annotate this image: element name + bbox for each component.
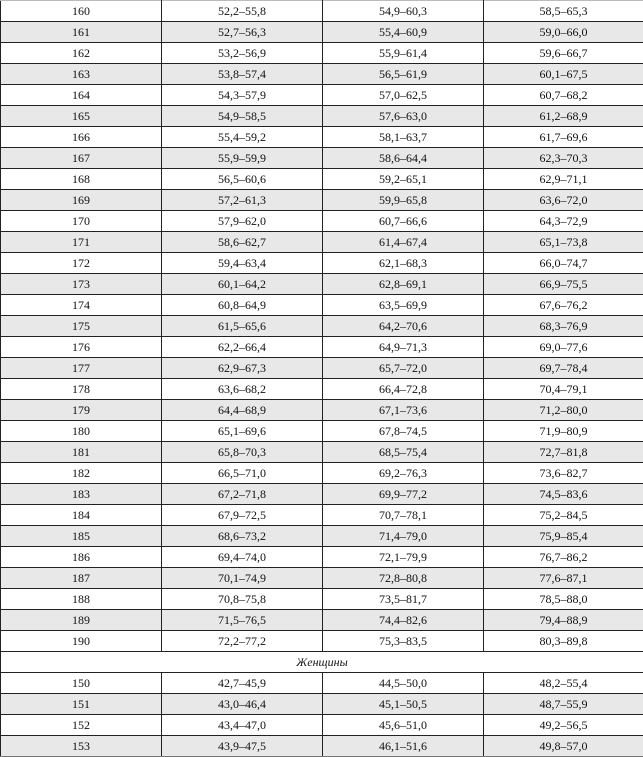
height-cell: 165 <box>1 106 162 127</box>
weight-range-cell-2: 59,2–65,1 <box>323 169 484 190</box>
weight-range-cell-3: 48,7–55,9 <box>484 694 643 715</box>
weight-range-cell-2: 69,2–76,3 <box>323 463 484 484</box>
height-cell: 152 <box>1 715 162 736</box>
table-row <box>1 379 643 400</box>
weight-range-cell-2: 59,9–65,8 <box>323 190 484 211</box>
weight-range-cell-1: 65,8–70,3 <box>162 442 323 463</box>
weight-range-cell-3: 78,5–88,0 <box>484 589 643 610</box>
height-cell: 151 <box>1 694 162 715</box>
table-row <box>1 484 643 505</box>
table-row <box>1 421 643 442</box>
height-cell: 186 <box>1 547 162 568</box>
height-cell: 163 <box>1 64 162 85</box>
weight-range-cell-3: 64,3–72,9 <box>484 211 643 232</box>
table-row <box>1 547 643 568</box>
weight-range-cell-3: 66,0–74,7 <box>484 253 643 274</box>
table-row <box>1 442 643 463</box>
weight-range-cell-1: 53,2–56,9 <box>162 43 323 64</box>
weight-range-cell-3: 65,1–73,8 <box>484 232 643 253</box>
table-row <box>1 106 643 127</box>
height-cell: 185 <box>1 526 162 547</box>
weight-range-cell-2: 57,0–62,5 <box>323 85 484 106</box>
weight-range-cell-3: 71,2–80,0 <box>484 400 643 421</box>
weight-range-cell-3: 75,2–84,5 <box>484 505 643 526</box>
weight-range-cell-2: 58,6–64,4 <box>323 148 484 169</box>
weight-range-cell-1: 71,5–76,5 <box>162 610 323 631</box>
height-cell: 173 <box>1 274 162 295</box>
weight-range-cell-1: 52,2–55,8 <box>162 1 323 22</box>
weight-range-cell-3: 48,2–55,4 <box>484 673 643 694</box>
height-cell: 169 <box>1 190 162 211</box>
table-row <box>1 673 643 694</box>
height-cell: 180 <box>1 421 162 442</box>
weight-range-cell-2: 54,9–60,3 <box>323 1 484 22</box>
section-header-women <box>1 652 643 673</box>
weight-range-cell-2: 56,5–61,9 <box>323 64 484 85</box>
table-row <box>1 694 643 715</box>
weight-range-cell-1: 62,9–67,3 <box>162 358 323 379</box>
table-row <box>1 610 643 631</box>
weight-range-cell-1: 59,4–63,4 <box>162 253 323 274</box>
weight-range-cell-3: 76,7–86,2 <box>484 547 643 568</box>
weight-range-cell-2: 67,1–73,6 <box>323 400 484 421</box>
height-cell: 178 <box>1 379 162 400</box>
weight-range-cell-2: 58,1–63,7 <box>323 127 484 148</box>
weight-range-cell-2: 55,9–61,4 <box>323 43 484 64</box>
height-cell: 190 <box>1 631 162 652</box>
weight-range-cell-3: 49,8–57,0 <box>484 736 643 757</box>
weight-range-cell-3: 70,4–79,1 <box>484 379 643 400</box>
table-row <box>1 85 643 106</box>
weight-range-cell-1: 60,8–64,9 <box>162 295 323 316</box>
weight-range-cell-1: 57,9–62,0 <box>162 211 323 232</box>
weight-range-cell-2: 74,4–82,6 <box>323 610 484 631</box>
weight-range-cell-1: 60,1–64,2 <box>162 274 323 295</box>
weight-range-cell-1: 57,2–61,3 <box>162 190 323 211</box>
table-row <box>1 400 643 421</box>
height-cell: 164 <box>1 85 162 106</box>
weight-range-cell-3: 58,5–65,3 <box>484 1 643 22</box>
weight-range-cell-1: 70,1–74,9 <box>162 568 323 589</box>
weight-range-cell-3: 62,9–71,1 <box>484 169 643 190</box>
height-cell: 162 <box>1 43 162 64</box>
weight-range-cell-3: 60,7–68,2 <box>484 85 643 106</box>
height-cell: 189 <box>1 610 162 631</box>
height-cell: 188 <box>1 589 162 610</box>
weight-range-cell-2: 62,1–68,3 <box>323 253 484 274</box>
weight-range-cell-3: 49,2–56,5 <box>484 715 643 736</box>
weight-range-cell-2: 69,9–77,2 <box>323 484 484 505</box>
weight-range-cell-2: 67,8–74,5 <box>323 421 484 442</box>
weight-range-cell-2: 62,8–69,1 <box>323 274 484 295</box>
table-row <box>1 589 643 610</box>
height-cell: 168 <box>1 169 162 190</box>
weight-range-cell-1: 65,1–69,6 <box>162 421 323 442</box>
height-cell: 153 <box>1 736 162 757</box>
weight-range-cell-1: 70,8–75,8 <box>162 589 323 610</box>
weight-range-cell-2: 66,4–72,8 <box>323 379 484 400</box>
table-row <box>1 631 643 652</box>
weight-range-cell-1: 66,5–71,0 <box>162 463 323 484</box>
weight-range-cell-3: 66,9–75,5 <box>484 274 643 295</box>
table-row <box>1 232 643 253</box>
height-cell: 160 <box>1 1 162 22</box>
weight-range-cell-3: 59,6–66,7 <box>484 43 643 64</box>
weight-range-cell-3: 73,6–82,7 <box>484 463 643 484</box>
table-row <box>1 22 643 43</box>
weight-range-cell-2: 71,4–79,0 <box>323 526 484 547</box>
weight-range-cell-1: 56,5–60,6 <box>162 169 323 190</box>
weight-range-cell-1: 67,9–72,5 <box>162 505 323 526</box>
weight-range-cell-3: 62,3–70,3 <box>484 148 643 169</box>
weight-range-cell-2: 72,1–79,9 <box>323 547 484 568</box>
weight-range-cell-1: 52,7–56,3 <box>162 22 323 43</box>
weight-range-cell-2: 70,7–78,1 <box>323 505 484 526</box>
weight-range-cell-2: 46,1–51,6 <box>323 736 484 757</box>
weight-range-cell-3: 68,3–76,9 <box>484 316 643 337</box>
height-cell: 170 <box>1 211 162 232</box>
weight-range-cell-2: 64,2–70,6 <box>323 316 484 337</box>
weight-range-cell-3: 63,6–72,0 <box>484 190 643 211</box>
weight-range-cell-2: 64,9–71,3 <box>323 337 484 358</box>
height-cell: 182 <box>1 463 162 484</box>
height-cell: 167 <box>1 148 162 169</box>
height-cell: 187 <box>1 568 162 589</box>
height-cell: 176 <box>1 337 162 358</box>
weight-range-cell-3: 77,6–87,1 <box>484 568 643 589</box>
weight-range-cell-2: 73,5–81,7 <box>323 589 484 610</box>
weight-range-cell-3: 80,3–89,8 <box>484 631 643 652</box>
height-cell: 171 <box>1 232 162 253</box>
table-row <box>1 463 643 484</box>
weight-range-cell-3: 61,7–69,6 <box>484 127 643 148</box>
height-cell: 183 <box>1 484 162 505</box>
weight-range-cell-2: 57,6–63,0 <box>323 106 484 127</box>
height-cell: 181 <box>1 442 162 463</box>
weight-range-cell-2: 60,7–66,6 <box>323 211 484 232</box>
weight-range-cell-2: 61,4–67,4 <box>323 232 484 253</box>
table-row <box>1 190 643 211</box>
table-row <box>1 64 643 85</box>
weight-range-cell-1: 69,4–74,0 <box>162 547 323 568</box>
height-cell: 179 <box>1 400 162 421</box>
weight-range-cell-1: 43,0–46,4 <box>162 694 323 715</box>
height-cell: 177 <box>1 358 162 379</box>
weight-range-cell-3: 61,2–68,9 <box>484 106 643 127</box>
table-row <box>1 568 643 589</box>
table-row <box>1 43 643 64</box>
table-row <box>1 274 643 295</box>
weight-range-cell-2: 75,3–83,5 <box>323 631 484 652</box>
weight-range-cell-1: 53,8–57,4 <box>162 64 323 85</box>
table-row <box>1 169 643 190</box>
table-row <box>1 505 643 526</box>
height-cell: 174 <box>1 295 162 316</box>
table-row <box>1 253 643 274</box>
weight-range-cell-1: 63,6–68,2 <box>162 379 323 400</box>
table-row <box>1 715 643 736</box>
weight-range-cell-2: 65,7–72,0 <box>323 358 484 379</box>
height-cell: 161 <box>1 22 162 43</box>
weight-range-cell-3: 74,5–83,6 <box>484 484 643 505</box>
table-row <box>1 148 643 169</box>
height-cell: 150 <box>1 673 162 694</box>
table-row <box>1 1 643 22</box>
table-row <box>1 736 643 757</box>
weight-range-cell-3: 75,9–85,4 <box>484 526 643 547</box>
weight-range-cell-1: 55,9–59,9 <box>162 148 323 169</box>
weight-range-cell-1: 67,2–71,8 <box>162 484 323 505</box>
weight-range-cell-3: 69,0–77,6 <box>484 337 643 358</box>
height-cell: 172 <box>1 253 162 274</box>
weight-range-cell-2: 45,6–51,0 <box>323 715 484 736</box>
weight-range-cell-1: 55,4–59,2 <box>162 127 323 148</box>
height-cell: 175 <box>1 316 162 337</box>
weight-range-cell-2: 44,5–50,0 <box>323 673 484 694</box>
table-row <box>1 127 643 148</box>
height-cell: 166 <box>1 127 162 148</box>
table-row <box>1 526 643 547</box>
weight-range-cell-1: 54,3–57,9 <box>162 85 323 106</box>
weight-range-cell-1: 64,4–68,9 <box>162 400 323 421</box>
section-label: Женщины <box>1 652 643 673</box>
table-body <box>1 1 643 757</box>
weight-range-cell-1: 61,5–65,6 <box>162 316 323 337</box>
weight-range-cell-2: 55,4–60,9 <box>323 22 484 43</box>
table-row <box>1 316 643 337</box>
weight-range-cell-2: 72,8–80,8 <box>323 568 484 589</box>
table-row <box>1 295 643 316</box>
weight-range-cell-1: 42,7–45,9 <box>162 673 323 694</box>
weight-range-cell-2: 63,5–69,9 <box>323 295 484 316</box>
table-row <box>1 211 643 232</box>
weight-range-cell-1: 54,9–58,5 <box>162 106 323 127</box>
weight-range-cell-2: 68,5–75,4 <box>323 442 484 463</box>
weight-range-cell-1: 58,6–62,7 <box>162 232 323 253</box>
table-row <box>1 337 643 358</box>
table-row <box>1 358 643 379</box>
weight-range-cell-1: 68,6–73,2 <box>162 526 323 547</box>
weight-range-cell-3: 69,7–78,4 <box>484 358 643 379</box>
weight-range-cell-3: 59,0–66,0 <box>484 22 643 43</box>
height-cell: 184 <box>1 505 162 526</box>
weight-range-cell-3: 67,6–76,2 <box>484 295 643 316</box>
weight-range-cell-3: 72,7–81,8 <box>484 442 643 463</box>
weight-range-cell-3: 79,4–88,9 <box>484 610 643 631</box>
weight-range-cell-1: 72,2–77,2 <box>162 631 323 652</box>
weight-range-cell-1: 43,4–47,0 <box>162 715 323 736</box>
weight-range-cell-1: 43,9–47,5 <box>162 736 323 757</box>
weight-range-cell-2: 45,1–50,5 <box>323 694 484 715</box>
weight-range-cell-1: 62,2–66,4 <box>162 337 323 358</box>
weight-range-cell-3: 60,1–67,5 <box>484 64 643 85</box>
weight-range-cell-3: 71,9–80,9 <box>484 421 643 442</box>
